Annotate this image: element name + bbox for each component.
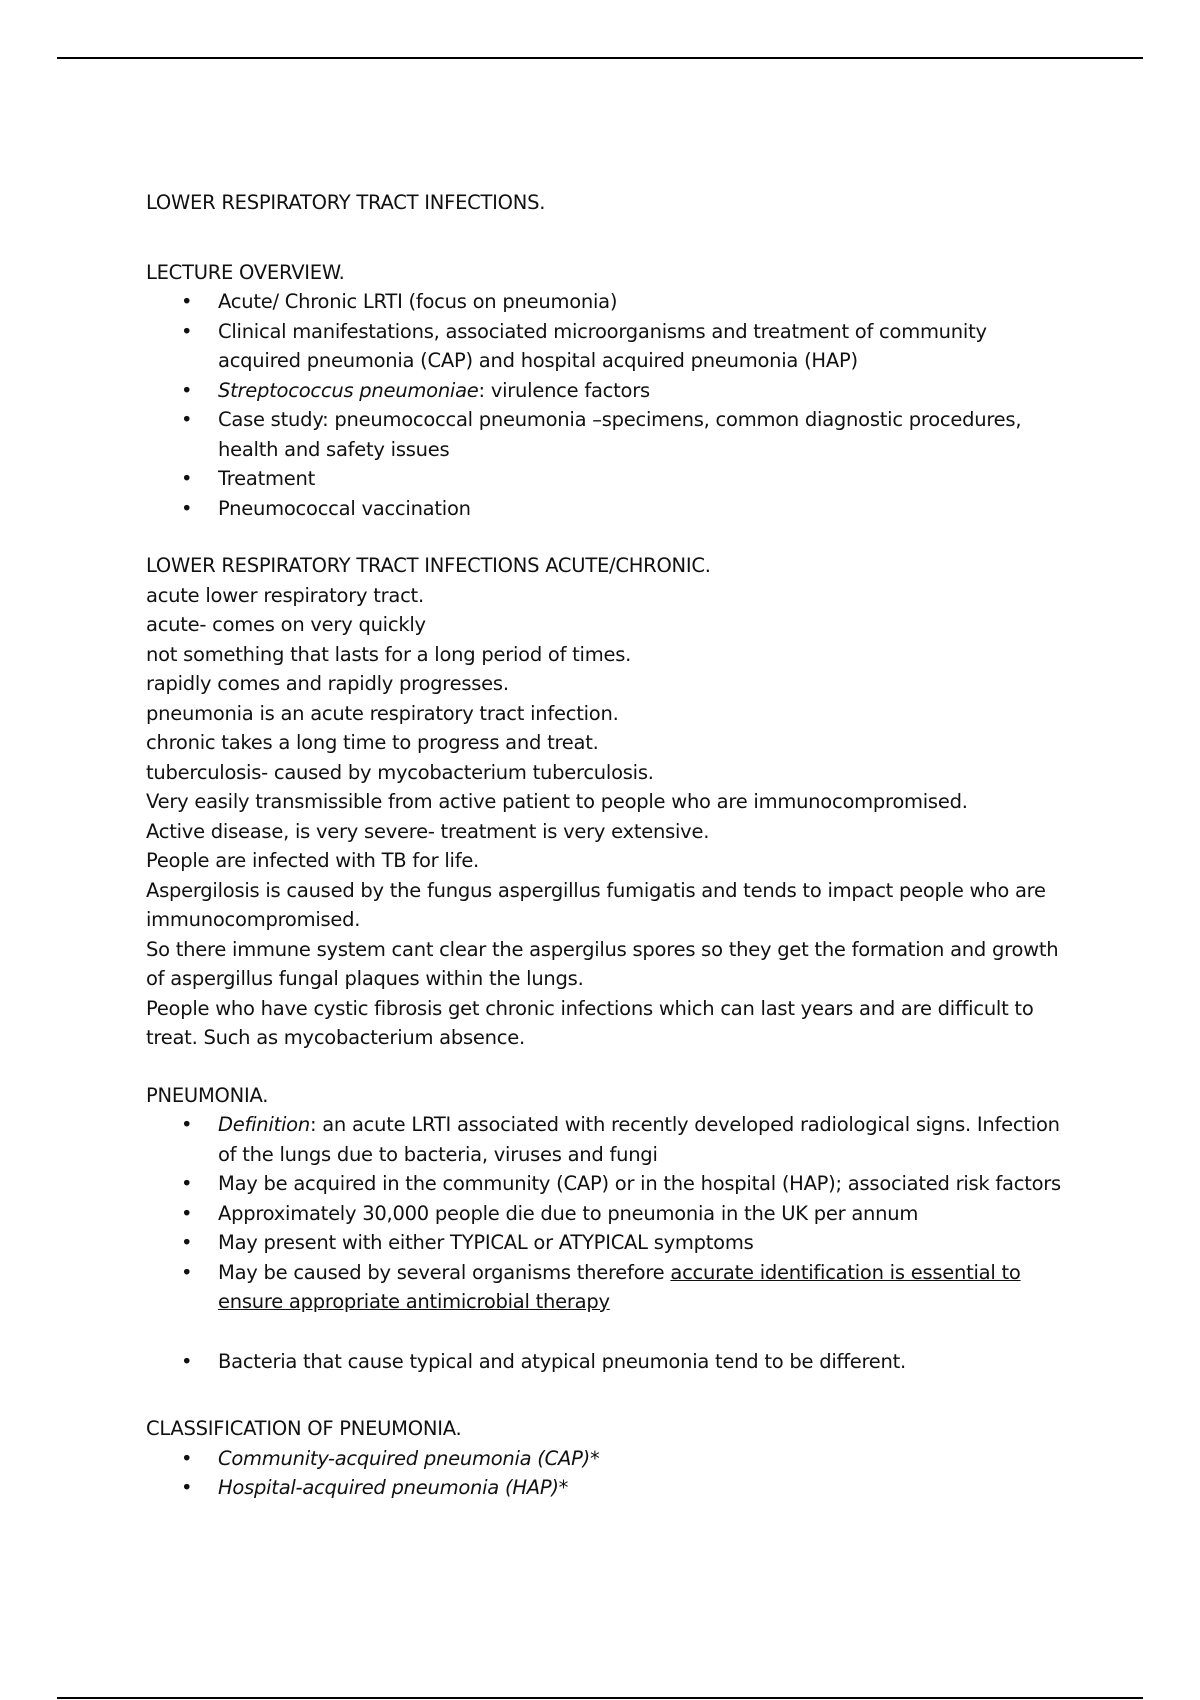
document-title: LOWER RESPIRATORY TRACT INFECTIONS. xyxy=(146,191,546,214)
list-item: • Definition: an acute LRTI associated with recently developed radiological signs. Infection of the lungs due to bacteria, viruses and fungi xyxy=(146,1110,1066,1169)
note-line: acute- comes on very quickly xyxy=(146,613,426,636)
document-body xyxy=(146,188,1066,1503)
list-item: • Bacteria that cause typical and atypical pneumonia tend to be different. xyxy=(146,1347,1066,1377)
list-item: • Clinical manifestations, associated microorganisms and treatment of community acquired pneumonia (CAP) and hospital acquired pneumonia (HAP) xyxy=(146,317,1066,376)
note-line: rapidly comes and rapidly progresses. xyxy=(146,672,509,695)
note-line: People are infected with TB for life. xyxy=(146,849,480,872)
list-item: • Acute/ Chronic LRTI (focus on pneumonia) xyxy=(146,287,1066,317)
pneumonia-extra-list xyxy=(146,1347,1066,1377)
list-item: • May be acquired in the community (CAP) or in the hospital (HAP); associated risk factors xyxy=(146,1169,1066,1199)
classification-list xyxy=(146,1444,1066,1503)
list-item: • Approximately 30,000 people die due to pneumonia in the UK per annum xyxy=(146,1199,1066,1229)
pneumonia-list xyxy=(146,1110,1066,1317)
acute-chronic-heading: LOWER RESPIRATORY TRACT INFECTIONS ACUTE/CHRONIC. xyxy=(146,554,711,577)
overview-heading: LECTURE OVERVIEW. xyxy=(146,260,345,284)
classification-heading: CLASSIFICATION OF PNEUMONIA. xyxy=(146,1417,462,1440)
note-line: People who have cystic fibrosis get chronic infections which can last years and are difficult to treat. Such as mycobacterium absence. xyxy=(146,996,1034,1049)
note-line: not something that lasts for a long period of times. xyxy=(146,642,632,666)
note-line: pneumonia is an acute respiratory tract infection. xyxy=(146,701,619,725)
note-line: chronic takes a long time to progress and treat. xyxy=(146,731,599,754)
list-item: • Treatment xyxy=(146,464,1066,494)
note-line: tuberculosis- caused by mycobacterium tuberculosis. xyxy=(146,760,654,784)
note-line: Aspergilosis is caused by the fungus aspergillus fumigatis and tends to impact people who are immunocompromised. xyxy=(146,878,1046,931)
footer-rule xyxy=(57,1697,1143,1699)
list-item: • Case study: pneumococcal pneumonia –specimens, common diagnostic procedures, health and safety issues xyxy=(146,405,1066,464)
acute-chronic-notes xyxy=(146,581,1066,1053)
list-item: • May be caused by several organisms therefore accurate identification is essential to ensure appropriate antimicrobial therapy xyxy=(146,1258,1066,1317)
note-line: acute lower respiratory tract. xyxy=(146,583,424,607)
list-item: • Streptococcus pneumoniae: virulence factors xyxy=(146,376,1066,406)
note-line: Very easily transmissible from active patient to people who are immunocompromised. xyxy=(146,790,968,813)
list-item: • Community-acquired pneumonia (CAP)* xyxy=(146,1444,1066,1474)
header-rule xyxy=(57,57,1143,59)
overview-list xyxy=(146,287,1066,523)
list-item: • Hospital-acquired pneumonia (HAP)* xyxy=(146,1473,1066,1503)
list-item: • May present with either TYPICAL or ATYPICAL symptoms xyxy=(146,1228,1066,1258)
pneumonia-heading: PNEUMONIA. xyxy=(146,1083,269,1107)
note-line: Active disease, is very severe- treatment is very extensive. xyxy=(146,819,710,843)
note-line: So there immune system cant clear the aspergilus spores so they get the formation and growth of aspergillus fungal plaques within the lungs. xyxy=(146,937,1059,990)
list-item: • Pneumococcal vaccination xyxy=(146,494,1066,524)
